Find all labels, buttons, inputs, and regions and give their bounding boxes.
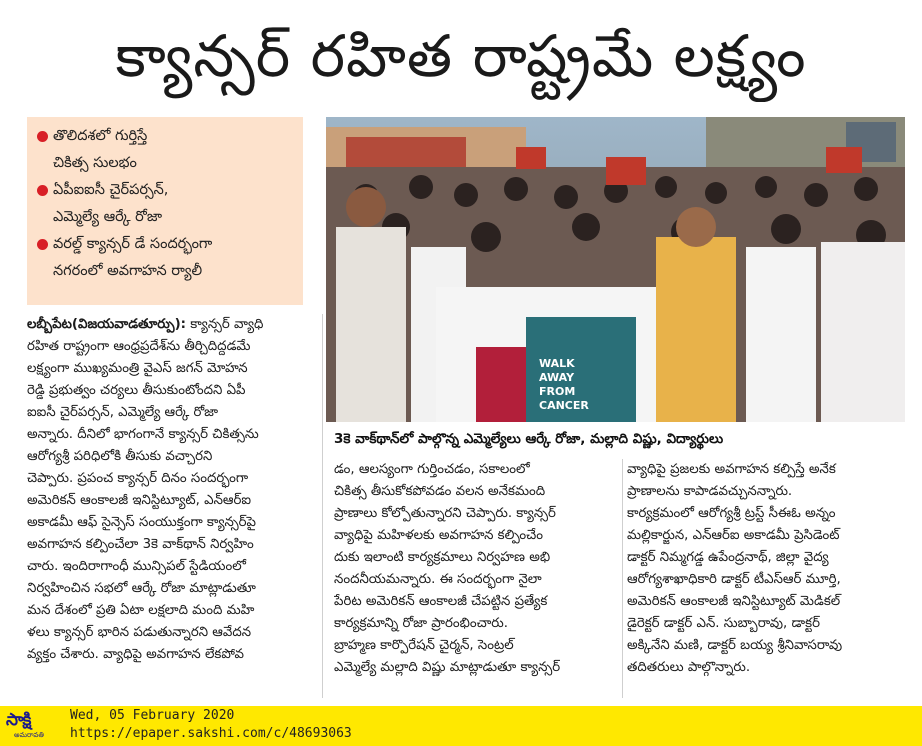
article-line: మన దేశంలో ప్రతి ఏటా లక్షలాది మంది మహి <box>27 603 255 618</box>
highlight-line: ఎమ్మెల్యే ఆర్కే రోజా <box>53 209 162 225</box>
headline: క్యాన్సర్ రహిత రాష్ట్రమే లక్ష్యం <box>115 22 807 90</box>
article-line: కార్యక్రమంలో ఆరోగ్యశ్రీ ట్రస్ట్ సీఈఓ అన్నం <box>627 506 836 521</box>
highlight-line: ఏపీఐఐసీ చైర్‌పర్సన్, <box>53 182 169 198</box>
article-column-3 <box>627 459 909 679</box>
article-line: ప్రాణాలను కాపాడవచ్చునన్నారు. <box>627 484 793 499</box>
article-line: తదితరులు పాల్గొన్నారు. <box>627 660 751 675</box>
article-line: నందనీయమన్నారు. ఈ సందర్భంగా నైలా <box>334 572 542 587</box>
article-line: ఎమ్మెల్యే మల్లాది విష్ణు మాట్లాడుతూ క్యాన్సర్ <box>334 660 561 675</box>
article-line: ఆరోగ్యశ్రీ పరిధిలోకి తీసుకు వచ్చారని <box>27 449 213 464</box>
article-line: డైరెక్టర్ డాక్టర్ ఎన్. సుబ్బారావు, డాక్టర్ <box>627 616 820 631</box>
highlight-line: తొలిదశలో గుర్తిస్తే <box>53 128 148 144</box>
article-text: క్యాన్సర్ వ్యాధి <box>185 317 264 332</box>
article-line: వ్యాధిపై ప్రజలకు అవగాహన కల్పిస్తే అనేక <box>627 462 836 477</box>
column-divider <box>322 314 323 698</box>
highlight-line: చికిత్స సులభం <box>53 155 137 171</box>
article-line: ళలు క్యాన్సర్ భారిన పడుతున్నారని ఆవేదన <box>27 625 252 640</box>
article-line: చికిత్స తీసుకోకపోవడం వలన అనేకమంది <box>334 484 546 499</box>
article-column-2 <box>334 459 622 679</box>
article-line: రహిత రాష్ట్రంగా ఆంధ్రప్రదేశ్‌ను తీర్చిదిద్దడమే <box>27 339 251 354</box>
svg-text:FROM: FROM <box>539 385 576 398</box>
article-line: వ్యాధిపై మహిళలకు అవగాహన కల్పించేం <box>334 528 543 543</box>
article-line: బ్రాహ్మణ కార్పొరేషన్ చైర్మన్, సెంట్రల్ <box>334 638 514 653</box>
bullet-icon <box>37 185 48 196</box>
article-line: ఐఐసీ చైర్‌పర్సన్, ఎమ్మెల్యే ఆర్కే రోజా <box>27 405 219 420</box>
article-line: నిర్వహించిన సభలో ఆర్కే రోజా మాట్లాడుతూ <box>27 581 256 596</box>
article-line: అమెరికన్ ఆంకాలజీ ఇనిస్టిట్యూట్ మెడికల్ <box>627 594 841 609</box>
article-line: చారు. ఇందిరాగాంధీ మున్సిపల్ స్టేడియంలో <box>27 559 246 574</box>
rally-photo <box>326 117 905 422</box>
highlight-line: వరల్డ్ క్యాన్సర్ డే సందర్భంగా <box>53 236 213 252</box>
bullet-icon <box>37 131 48 142</box>
article-line: ఆరోగ్యశాఖాధికారి డాక్టర్ టీఎస్ఆర్ మూర్తి, <box>627 572 841 587</box>
svg-text:WALK: WALK <box>539 357 575 370</box>
logo-subtext: అమరావతి <box>14 731 44 739</box>
article-line: చెప్పారు. ప్రపంచ క్యాన్సర్ దినం సందర్భంగా <box>27 471 249 486</box>
article-line: రెడ్డి ప్రభుత్వం చర్యలు తీసుకుంటోందని ఏపీ <box>27 383 246 398</box>
highlight-item <box>35 177 295 231</box>
dateline: లబ్బీపేట(విజయవాడతూర్పు): <box>27 317 186 332</box>
article-line: వ్యక్తం చేశారు. వ్యాధిపై అవగాహన లేకపోవ <box>27 647 244 662</box>
svg-text:CANCER: CANCER <box>539 399 589 412</box>
article-line: ప్రాణాలు కోల్పోతున్నారని చెప్పారు. క్యాన్సర్ <box>334 506 556 521</box>
article-line: డాక్టర్ నిమ్మగడ్డ ఉపేంద్రనాథ్, జిల్లా వైద్య <box>627 550 829 565</box>
highlight-line: నగరంలో అవగాహన ర్యాలీ <box>53 263 203 279</box>
article-line: అక్కినేని మణి, డాక్టర్ బయ్య శ్రీనివాసరావు <box>627 638 843 653</box>
article-line: పేరిట అమెరికన్ ఆంకాలజీ చేపట్టిన ప్రత్యేక <box>334 594 548 609</box>
highlight-item <box>35 231 295 285</box>
article-line: డం, ఆలస్యంగా గుర్తించడం, సకాలంలో <box>334 462 530 477</box>
bullet-icon <box>37 239 48 250</box>
article-line: అమెరికన్ ఆంకాలజీ ఇనిస్టిట్యూట్, ఎన్‌ఆర్‌ఐ <box>27 493 252 508</box>
column-divider <box>622 459 623 698</box>
svg-text:AWAY: AWAY <box>539 371 575 384</box>
article-line: లక్ష్యంగా ముఖ్యమంత్రి వైఎస్ జగన్ మోహన <box>27 361 248 376</box>
footer-bar <box>0 706 922 746</box>
publication-date: Wed, 05 February 2020 <box>70 708 235 723</box>
highlights-box <box>27 117 303 305</box>
article-line: మల్లికార్జున, ఎన్‌ఆర్‌ఐ అకాడమీ ప్రెసిడెంట్ <box>627 528 840 543</box>
article-line: దుకు ఇలాంటి కార్యక్రమాలు నిర్వహణ అభి <box>334 550 551 565</box>
article-line <box>27 314 317 336</box>
highlight-item <box>35 123 295 177</box>
article-line: అకాడమీ ఆఫ్ సైన్సెస్ సంయుక్తంగా క్యాన్సర్‌పై <box>27 515 256 530</box>
article-line: కార్యక్రమాన్ని రోజా ప్రారంభించారు. <box>334 616 508 631</box>
sakshi-logo <box>6 710 62 742</box>
photo-caption: 3కె వాక్‌థాన్‌లో పాల్గొన్న ఎమ్మెల్యేలు ఆర్కే రోజా, మల్లాది విష్ణు, విద్యార్థులు <box>334 431 724 447</box>
article-line: అవగాహన కల్పించేలా 3కె వాక్‌థాన్ నిర్వహిం <box>27 537 254 552</box>
epaper-link[interactable]: https://epaper.sakshi.com/c/48693063 <box>70 726 352 741</box>
article-column-1 <box>27 314 317 666</box>
article-line: అన్నారు. దీనిలో భాగంగానే క్యాన్సర్ చికిత్సను <box>27 427 259 442</box>
logo-text: సాక్షి <box>6 710 31 730</box>
